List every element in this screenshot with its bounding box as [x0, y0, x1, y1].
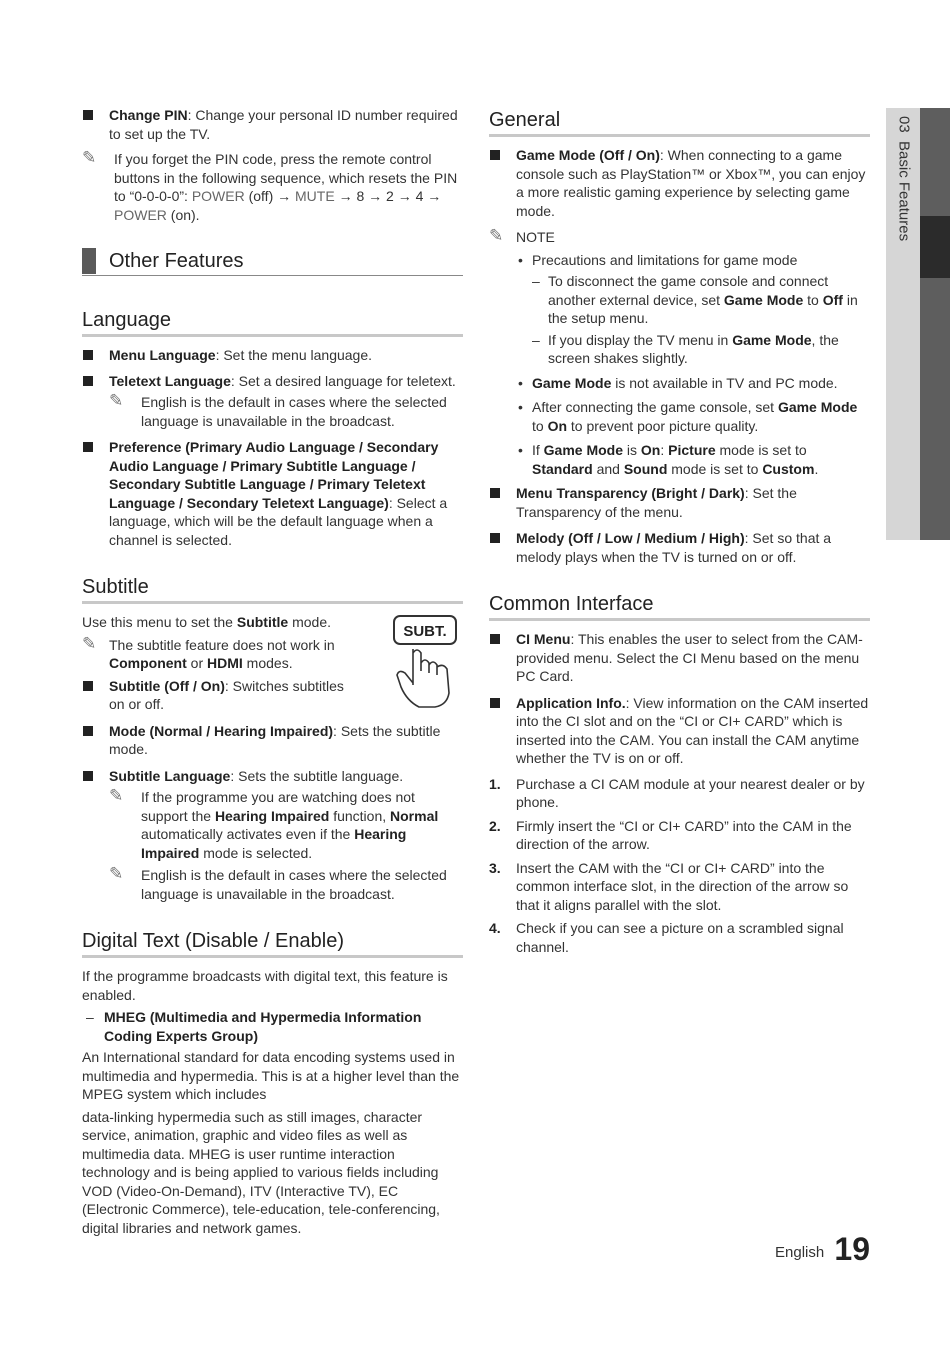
- note-dash-2: – If you display the TV menu in Game Mode, the screen shakes slightly.: [532, 331, 839, 366]
- left-column: [82, 106, 463, 1241]
- pin-note: ✎ If you forget the PIN code, press the remote control buttons in the following sequence, which resets the PIN to “0-0-0-0”: POWER (off) → MUTE → 8 → 2 → 4 → POWER (on).: [82, 148, 458, 223]
- other-features-heading: Other Features: [82, 248, 463, 276]
- square-bullet-icon: [83, 442, 93, 452]
- bullet-menu-transparency: Menu Transparency (Bright / Dark): Set the Transparency of the menu.: [489, 484, 870, 521]
- right-column: [489, 106, 870, 961]
- heading-bar: [82, 248, 96, 274]
- bullet-melody: Melody (Off / Low / Medium / High): Set so that a melody plays when the TV is turned on or off.: [489, 529, 870, 566]
- subtitle-title: Subtitle: [82, 575, 463, 604]
- step-item: 1. Purchase a CI CAM module at your nearest dealer or by phone.: [489, 775, 865, 810]
- digital-text-title: Digital Text (Disable / Enable): [82, 929, 463, 958]
- memo-pencil-icon: ✎: [82, 633, 97, 653]
- note-dot-1: • Precautions and limitations for game mode: [518, 251, 798, 268]
- chapter-tab: [886, 108, 950, 540]
- common-interface-title: Common Interface: [489, 592, 870, 621]
- general-section: [489, 108, 870, 137]
- bullet-application-info: Application Info.: View information on the CAM inserted into the CI slot and on the “CI or CI+ CARD” which is inserted into the CAM. You can install the CAM anytime whether the TV is on or off.: [489, 694, 870, 768]
- note-list: [516, 251, 870, 479]
- digital-text-p3: data-linking hypermedia such as still images, character service, animation, graphic and video files as well as multimedia data. MHEG is user runtime interaction technology and is being applied to various fields including VOD (Video-On-Demand), ITV (Interactive TV), EC (Electronic Commerce), tele-education, tele-conferencing, digital libraries and network games.: [82, 1108, 440, 1236]
- language-section: [82, 308, 463, 337]
- memo-pencil-icon: ✎: [109, 391, 124, 410]
- tab-active-marker: [920, 216, 950, 278]
- square-bullet-icon: [83, 771, 93, 781]
- note-dot-2: • Game Mode is not available in TV and PC mode.: [518, 374, 838, 391]
- note-dot-3: • After connecting the game console, set Game Mode to On to prevent poor picture quality.: [518, 399, 858, 434]
- bullet-menu-language: Menu Language: Set the menu language.: [82, 346, 463, 365]
- bullet-teletext-language: Teletext Language: Set a desired language for teletext.: [82, 372, 463, 391]
- page-number: 19: [834, 1231, 870, 1267]
- square-bullet-icon: [83, 681, 93, 691]
- note-dot-4: • If Game Mode is On: Picture mode is set to Standard and Sound mode is set to Custom.: [518, 442, 819, 477]
- teletext-note: ✎ English is the default in cases where the selected language is unavailable in the broadcast.: [109, 391, 447, 429]
- tab-dark-strip: [920, 108, 950, 540]
- square-bullet-icon: [490, 533, 500, 543]
- hearing-impaired-note: ✎ If the programme you are watching does not support the Hearing Impaired function, Normal automatically activates even if the Hearing Impaired mode is selected.: [109, 786, 439, 861]
- page-footer: [775, 1231, 870, 1267]
- subtitle-section: [82, 575, 463, 604]
- square-bullet-icon: [83, 376, 93, 386]
- memo-pencil-icon: ✎: [109, 786, 124, 805]
- square-bullet-icon: [83, 110, 93, 120]
- square-bullet-icon: [83, 726, 93, 736]
- digital-text-section: [82, 929, 463, 958]
- note-dash-1: – To disconnect the game console and connect another external device, set Game Mode to Off in the setup menu.: [532, 273, 858, 326]
- subt-button-label: SUBT.: [403, 623, 447, 640]
- bullet-subtitle-language: Subtitle Language: Sets the subtitle language.: [82, 767, 463, 786]
- general-title: General: [489, 108, 870, 137]
- bullet-change-pin: Change PIN: Change your personal ID number required to set up the TV.: [82, 106, 463, 143]
- step-item: 3. Insert the CAM with the “CI or CI+ CARD” into the common interface slot, in the direction of the arrow so that it aligns parallel with the slot.: [489, 859, 849, 913]
- step-item: 4. Check if you can see a picture on a scrambled signal channel.: [489, 920, 844, 955]
- memo-pencil-icon: ✎: [82, 148, 97, 167]
- subtitle-intro: Use this menu to set the Subtitle mode.: [82, 614, 332, 630]
- step-item: 2. Firmly insert the “CI or CI+ CARD” into the CAM in the direction of the arrow.: [489, 817, 852, 852]
- bullet-preference: Preference (Primary Audio Language / Secondary Audio Language / Primary Subtitle Language / Secondary Subtitle Language / Primary Teletext Language / Secondary Teletext Language): Select a language, which will be the default language when a channel is selected.: [82, 438, 463, 549]
- chapter-label: 03 Basic Features: [895, 116, 913, 242]
- square-bullet-icon: [490, 150, 500, 160]
- mheg-item: – MHEG (Multimedia and Hypermedia Information Coding Experts Group): [86, 1009, 422, 1044]
- digital-text-p2: An International standard for data encoding systems used in multimedia and hypermedia. This is at a higher level than the MPEG system which includes: [82, 1049, 460, 1102]
- square-bullet-icon: [490, 634, 500, 644]
- common-interface-section: [489, 592, 870, 621]
- square-bullet-icon: [83, 350, 93, 360]
- memo-pencil-icon: ✎: [489, 226, 504, 245]
- language-title: Language: [82, 308, 463, 337]
- note-label: ✎ NOTE: [489, 226, 555, 245]
- subtitle-english-note: ✎ English is the default in cases where the selected language is unavailable in the broadcast.: [109, 864, 447, 902]
- bullet-subtitle-onoff: Subtitle (Off / On): Switches subtitles on or off.: [82, 677, 463, 714]
- footer-language: English: [775, 1244, 825, 1261]
- subtitle-mode-note: ✎ The subtitle feature does not work in Component or HDMI modes.: [82, 633, 335, 671]
- bullet-ci-menu: CI Menu: This enables the user to select from the CAM-provided menu. Select the CI Menu based on the menu PC Card.: [489, 630, 870, 686]
- subtitle-intro-block: [82, 613, 463, 714]
- memo-pencil-icon: ✎: [109, 864, 124, 883]
- square-bullet-icon: [490, 698, 500, 708]
- bullet-game-mode: Game Mode (Off / On): When connecting to a game console such as PlayStation™ or Xbox™, you can enjoy a more realistic gaming experience by selecting game mode.: [489, 146, 870, 220]
- square-bullet-icon: [490, 488, 500, 498]
- bullet-subtitle-mode: Mode (Normal / Hearing Impaired): Sets the subtitle mode.: [82, 722, 463, 759]
- digital-text-p1: If the programme broadcasts with digital text, this feature is enabled.: [82, 968, 448, 1003]
